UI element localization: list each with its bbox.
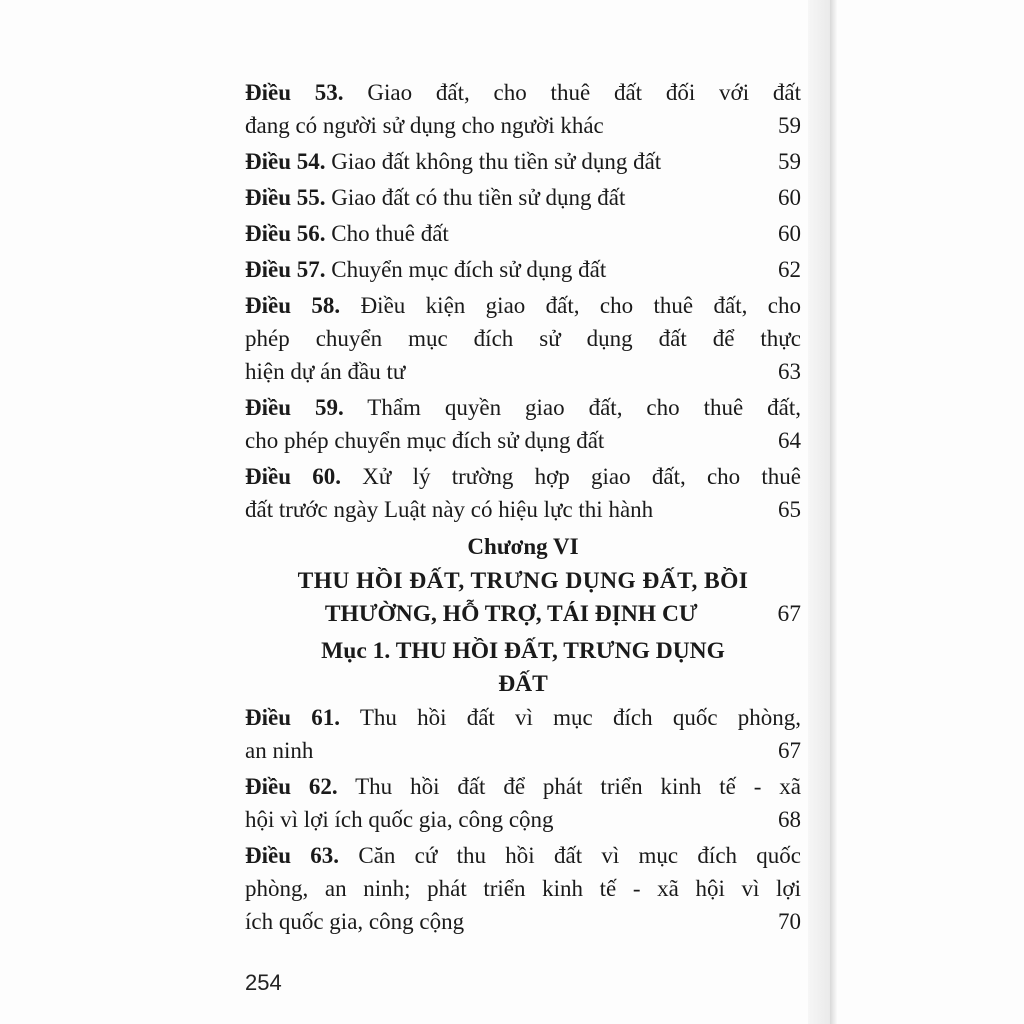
entry-page: 64 [778, 428, 801, 453]
entry-page: 60 [778, 221, 801, 246]
entry-text: Điều kiện giao đất, cho thuê đất, cho [360, 293, 802, 318]
entry-label: Điều 54. [245, 149, 326, 174]
entry-text: Giao đất có thu tiền sử dụng đất [331, 185, 626, 210]
entry-page: 59 [778, 149, 801, 174]
entry-text: hiện dự án đầu tư [245, 359, 406, 384]
entry-text: Thẩm quyền giao đất, cho thuê đất, [367, 395, 801, 420]
entry-label: Điều 60. [245, 464, 341, 489]
toc-entry-63 [245, 839, 801, 938]
entry-page: 63 [778, 359, 801, 384]
toc-entry-53 [245, 76, 801, 142]
entry-text: đang có người sử dụng cho người khác [245, 113, 604, 138]
toc-entry-57 [245, 253, 801, 286]
entry-text: Cho thuê đất [331, 221, 449, 246]
facing-page-edge [808, 0, 832, 1024]
chapter-heading: Chương VI [467, 534, 579, 559]
entry-page: 65 [778, 497, 801, 522]
entry-text: cho phép chuyển mục đích sử dụng đất [245, 428, 605, 453]
entry-text: hội vì lợi ích quốc gia, công cộng [245, 807, 554, 832]
toc-entry-62 [245, 770, 801, 836]
entry-page: 60 [778, 185, 801, 210]
toc-entry-56 [245, 217, 801, 250]
entry-page: 62 [778, 257, 801, 282]
toc-entry-59 [245, 391, 801, 457]
entry-label: Điều 61. [245, 705, 340, 730]
page-number: 254 [245, 970, 282, 995]
entry-label: Điều 56. [245, 221, 326, 246]
chapter-title-line: THU HỒI ĐẤT, TRƯNG DỤNG ĐẤT, BỒI [297, 568, 749, 594]
section-heading-line: ĐẤT [498, 671, 548, 697]
entry-page: 59 [778, 113, 801, 138]
chapter-title-line: THƯỜNG, HỖ TRỢ, TÁI ĐỊNH CƯ [324, 601, 698, 627]
entry-text: phòng, an ninh; phát triển kinh tế - xã hội vì lợi [245, 876, 801, 901]
entry-text: Thu hồi đất để phát triển kinh tế - xã [355, 774, 801, 799]
table-of-contents [245, 76, 801, 941]
entry-text: Căn cứ thu hồi đất vì mục đích quốc [358, 843, 802, 868]
entry-text: Xử lý trường hợp giao đất, cho thuê [362, 464, 802, 489]
toc-entry-58 [245, 289, 801, 388]
entry-text: Giao đất không thu tiền sử dụng đất [331, 149, 662, 174]
entry-text: Thu hồi đất vì mục đích quốc phòng, [359, 705, 802, 730]
section-heading [245, 635, 801, 701]
entry-label: Điều 55. [245, 185, 326, 210]
spine-shadow [830, 0, 838, 1024]
entry-page: 70 [778, 909, 801, 934]
toc-entry-54 [245, 145, 801, 178]
entry-label: Điều 57. [245, 257, 326, 282]
entry-label: Điều 63. [245, 843, 340, 868]
entry-text: phép chuyển mục đích sử dụng đất để thực [245, 326, 801, 351]
section-heading-line: Mục 1. THU HỒI ĐẤT, TRƯNG DỤNG [321, 638, 725, 664]
chapter-title [245, 565, 801, 631]
entry-text: an ninh [245, 738, 314, 763]
entry-text: Chuyển mục đích sử dụng đất [331, 257, 607, 282]
entry-label: Điều 53. [245, 80, 344, 105]
toc-entry-55 [245, 181, 801, 214]
toc-entry-61 [245, 701, 801, 767]
entry-text: đất trước ngày Luật này có hiệu lực thi hành [245, 497, 654, 522]
entry-text: ích quốc gia, công cộng [245, 909, 465, 934]
entry-page: 67 [778, 738, 801, 763]
entry-label: Điều 59. [245, 395, 344, 420]
entry-text: Giao đất, cho thuê đất đối với đất [367, 80, 802, 105]
toc-entry-60 [245, 460, 801, 526]
entry-label: Điều 58. [245, 293, 341, 318]
entry-page: 68 [778, 807, 801, 832]
entry-label: Điều 62. [245, 774, 338, 799]
chapter-page: 67 [777, 601, 801, 627]
